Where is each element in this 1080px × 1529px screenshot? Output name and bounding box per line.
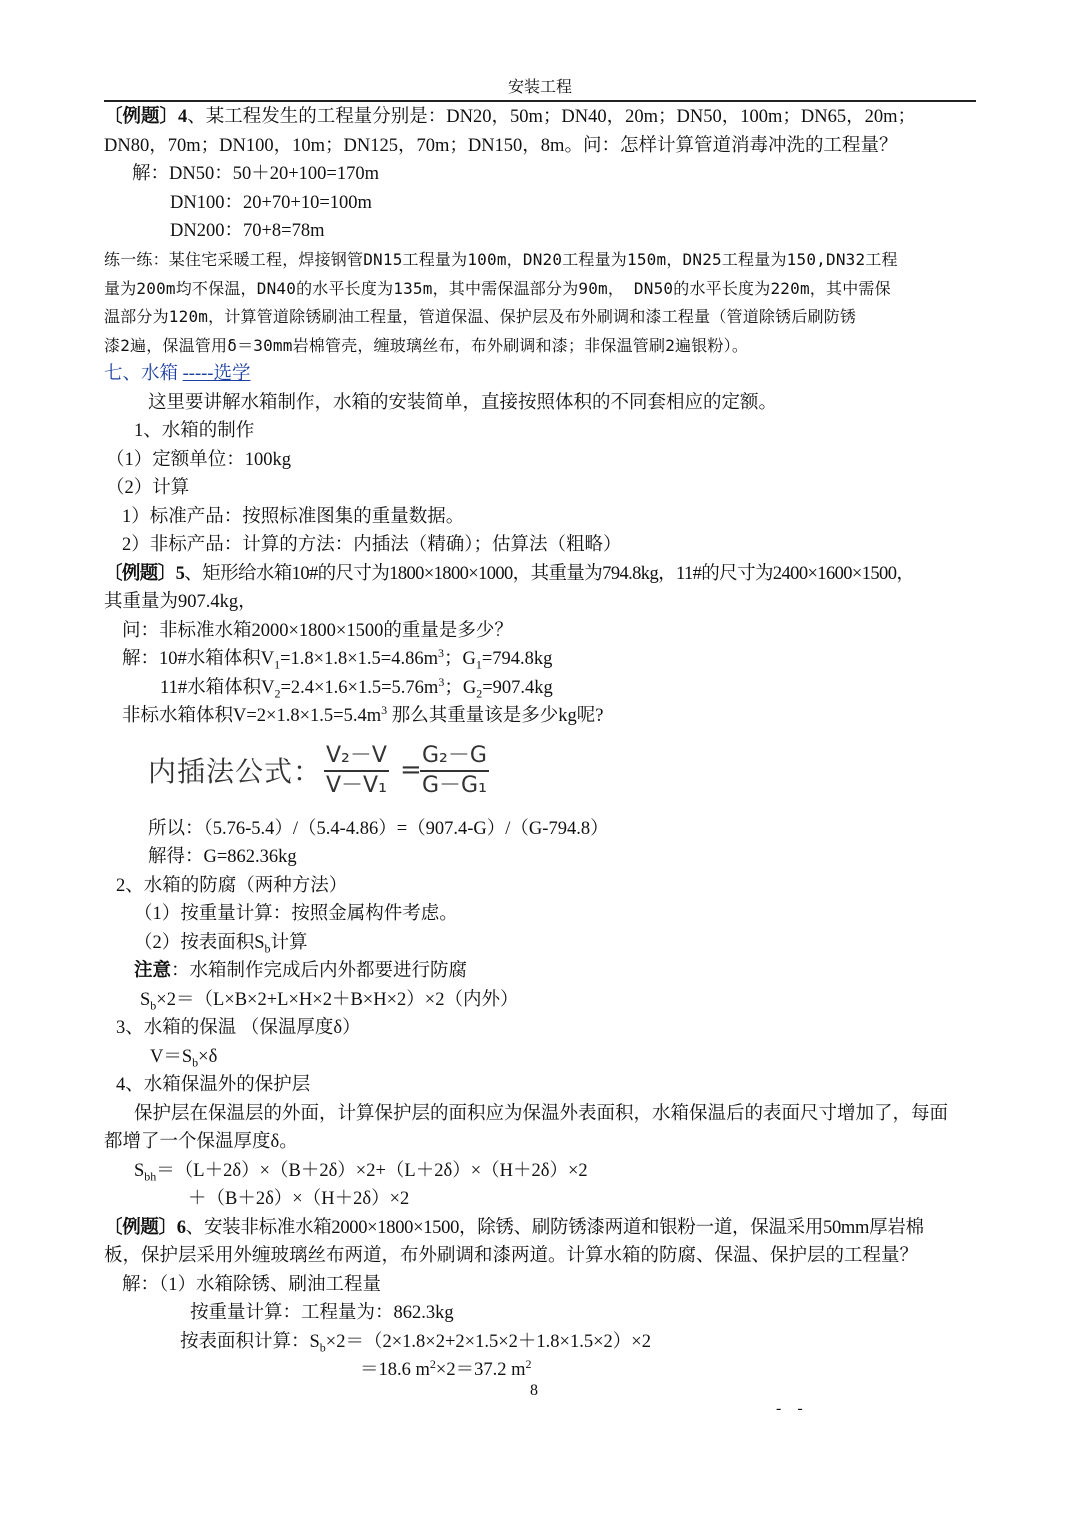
section7-heading: 七、水箱 -----选学	[104, 364, 251, 384]
insulation-formula: $V=S_b\times\delta$	[150, 1047, 218, 1070]
example5-substitution: 所以：（5.76-5.4）/（5.4-4.86）=（907.4-G）/（G-794.8）	[148, 819, 609, 839]
example6-line2: 板，保护层采用外缠玻璃丝布两道，布外刷调和漆两道。计算水箱的防腐、保温、保护层的工程量？	[104, 1246, 919, 1266]
elective-tag: -----选学	[182, 364, 251, 384]
practice-line4: 漆2遍，保温管用δ＝30mm岩棉管壳，缠玻璃丝布，布外刷调和漆；非保温管刷2遍银粉）。	[104, 336, 749, 355]
formula-lhs-denominator: V－V₁	[326, 773, 387, 798]
formula-rhs-numerator: G₂－G	[420, 742, 489, 772]
example5-solution-2: 11#水箱体积$V_2=2.4\times 1.6\times 1.5=5.76m^3$；$G_2=907.4kg$	[160, 674, 553, 701]
section7-intro: 这里要讲解水箱制作，水箱的安装简单，直接按照体积的不同套相应的定额。	[148, 393, 778, 413]
example5-line1: 〔例题〕5、矩形给水箱10#的尺寸为1800×1800×1000，其重量为794.8kg，11#的尺寸为2400×1600×1500，	[104, 564, 915, 584]
example6-solution-2: 按重量计算：工程量为：862.3kg	[190, 1303, 454, 1323]
example6-solution-1: 解：（1）水箱除锈、刷油工程量	[122, 1275, 382, 1295]
formula-equals: =	[400, 755, 422, 785]
calculation-heading: （2）计算	[106, 478, 190, 498]
example6-line1: 〔例题〕6、安装非标准水箱2000×1800×1500，除锈、刷防锈漆两道和银粉一道，保温采用50mm厚岩棉	[104, 1218, 924, 1238]
standard-product: 1）标准产品：按照标准图集的重量数据。	[122, 507, 465, 527]
protective-layer-line2: 都增了一个保温厚度δ。	[104, 1132, 298, 1152]
example6-prefix: 〔例题〕6	[104, 1218, 186, 1238]
formula-rhs-fraction	[420, 742, 489, 800]
subsection-fabrication: 1、水箱的制作	[134, 421, 255, 441]
protective-area-formula-1: $S_{bh}=(L+2\delta)\times(B+2\delta)\times 2+(L+2\delta)\times(H+2\delta)\times 2$	[134, 1161, 588, 1184]
note-label: 注意	[134, 961, 172, 981]
example4-line2: DN80，70m；DN100，10m；DN125，70m；DN150，8m。问：怎样计算管道消毒冲洗的工程量？	[104, 136, 898, 156]
example5-solution-1: 解：10#水箱体积$V_1=1.8\times 1.8\times 1.5=4.86m^3$；$G_1=794.8kg$	[122, 645, 553, 672]
subsection-insulation: 3、水箱的保温 （保温厚度δ）	[116, 1018, 361, 1038]
example4-solution-1: 解：DN50：50＋20+100=170m	[132, 164, 379, 184]
practice-line2: 量为200m均不保温，DN40的水平长度为135m，其中需保温部分为90m， DN50的水平长度为220m，其中需保	[104, 279, 891, 298]
anticorrosion-method-1: （1）按重量计算：按照金属构件考虑。	[134, 904, 458, 924]
formula-rhs-denominator: G－G₁	[422, 773, 487, 798]
example4-solution-3: DN200：70+8=78m	[170, 221, 325, 241]
example6-solution-4: ＝18.6 $m^2\times 2=37.2$ $m^2$	[360, 1356, 532, 1380]
protective-layer-line1: 保护层在保温层的外面，计算保护层的面积应为保温外表面积，水箱保温后的表面尺寸增加了，每面	[134, 1104, 949, 1124]
anticorrosion-note: 注意：水箱制作完成后内外都要进行防腐	[134, 961, 468, 981]
formula-lhs-fraction	[324, 742, 389, 800]
nonstandard-product: 2）非标产品：计算的方法：内插法（精确）；估算法（粗略）	[122, 535, 622, 555]
example5-question: 问：非标准水箱2000×1800×1500的重量是多少？	[122, 621, 513, 641]
example4-solution-2: DN100：20+70+10=100m	[170, 193, 372, 213]
quota-unit: （1）定额单位：100kg	[106, 450, 292, 470]
page-number: 8	[530, 1382, 538, 1399]
example6-solution-3: 按表面积计算：$S_b\times 2=(2\times 1.8\times 2+2\times 1.5\times 2+1.8\times 1.5\times 2)\times 2$	[180, 1332, 651, 1355]
example5-solution-3: 非标水箱体积$V=2\times 1.8\times 1.5=5.4m^3$ 那么其重量该是多少kg呢?	[122, 702, 604, 726]
anticorrosion-method-2: （2）按表面积$S_b$计算	[134, 933, 308, 956]
formula-label: 内插法公式：	[148, 755, 323, 788]
example5-result: 解得：G=862.36kg	[148, 847, 297, 867]
formula-lhs-numerator: V₂－V	[324, 742, 389, 772]
subsection-protective-layer: 4、水箱保温外的保护层	[116, 1075, 311, 1095]
example5-line2: 其重量为907.4kg，	[104, 592, 257, 612]
example4-line1: 〔例题〕4、某工程发生的工程量分别是：DN20，50m；DN40，20m；DN50，100m；DN65，20m；	[104, 107, 916, 127]
surface-area-formula: $S_b\times 2=(L\times B\times 2+L\times H\times 2+B\times H\times 2)\times 2$（内外）	[140, 990, 519, 1013]
practice-line1: 练一练：某住宅采暖工程，焊接钢管DN15工程量为100m，DN20工程量为150m，DN25工程量为150,DN32工程	[104, 250, 898, 269]
protective-area-formula-2: ＋（B＋2δ）×（H＋2δ）×2	[188, 1189, 410, 1209]
page-header: 安装工程	[507, 79, 572, 96]
header-rule	[104, 100, 976, 102]
footer-mark: - -	[776, 1400, 809, 1417]
practice-line3: 温部分为120m，计算管道除锈刷油工程量，管道保温、保护层及布外刷调和漆工程量（管道除锈后刷防锈	[104, 307, 857, 326]
subsection-anticorrosion: 2、水箱的防腐（两种方法）	[116, 876, 348, 896]
example4-prefix: 〔例题〕4	[104, 107, 188, 127]
interpolation-formula	[148, 740, 490, 802]
example5-prefix: 〔例题〕5	[104, 564, 185, 584]
